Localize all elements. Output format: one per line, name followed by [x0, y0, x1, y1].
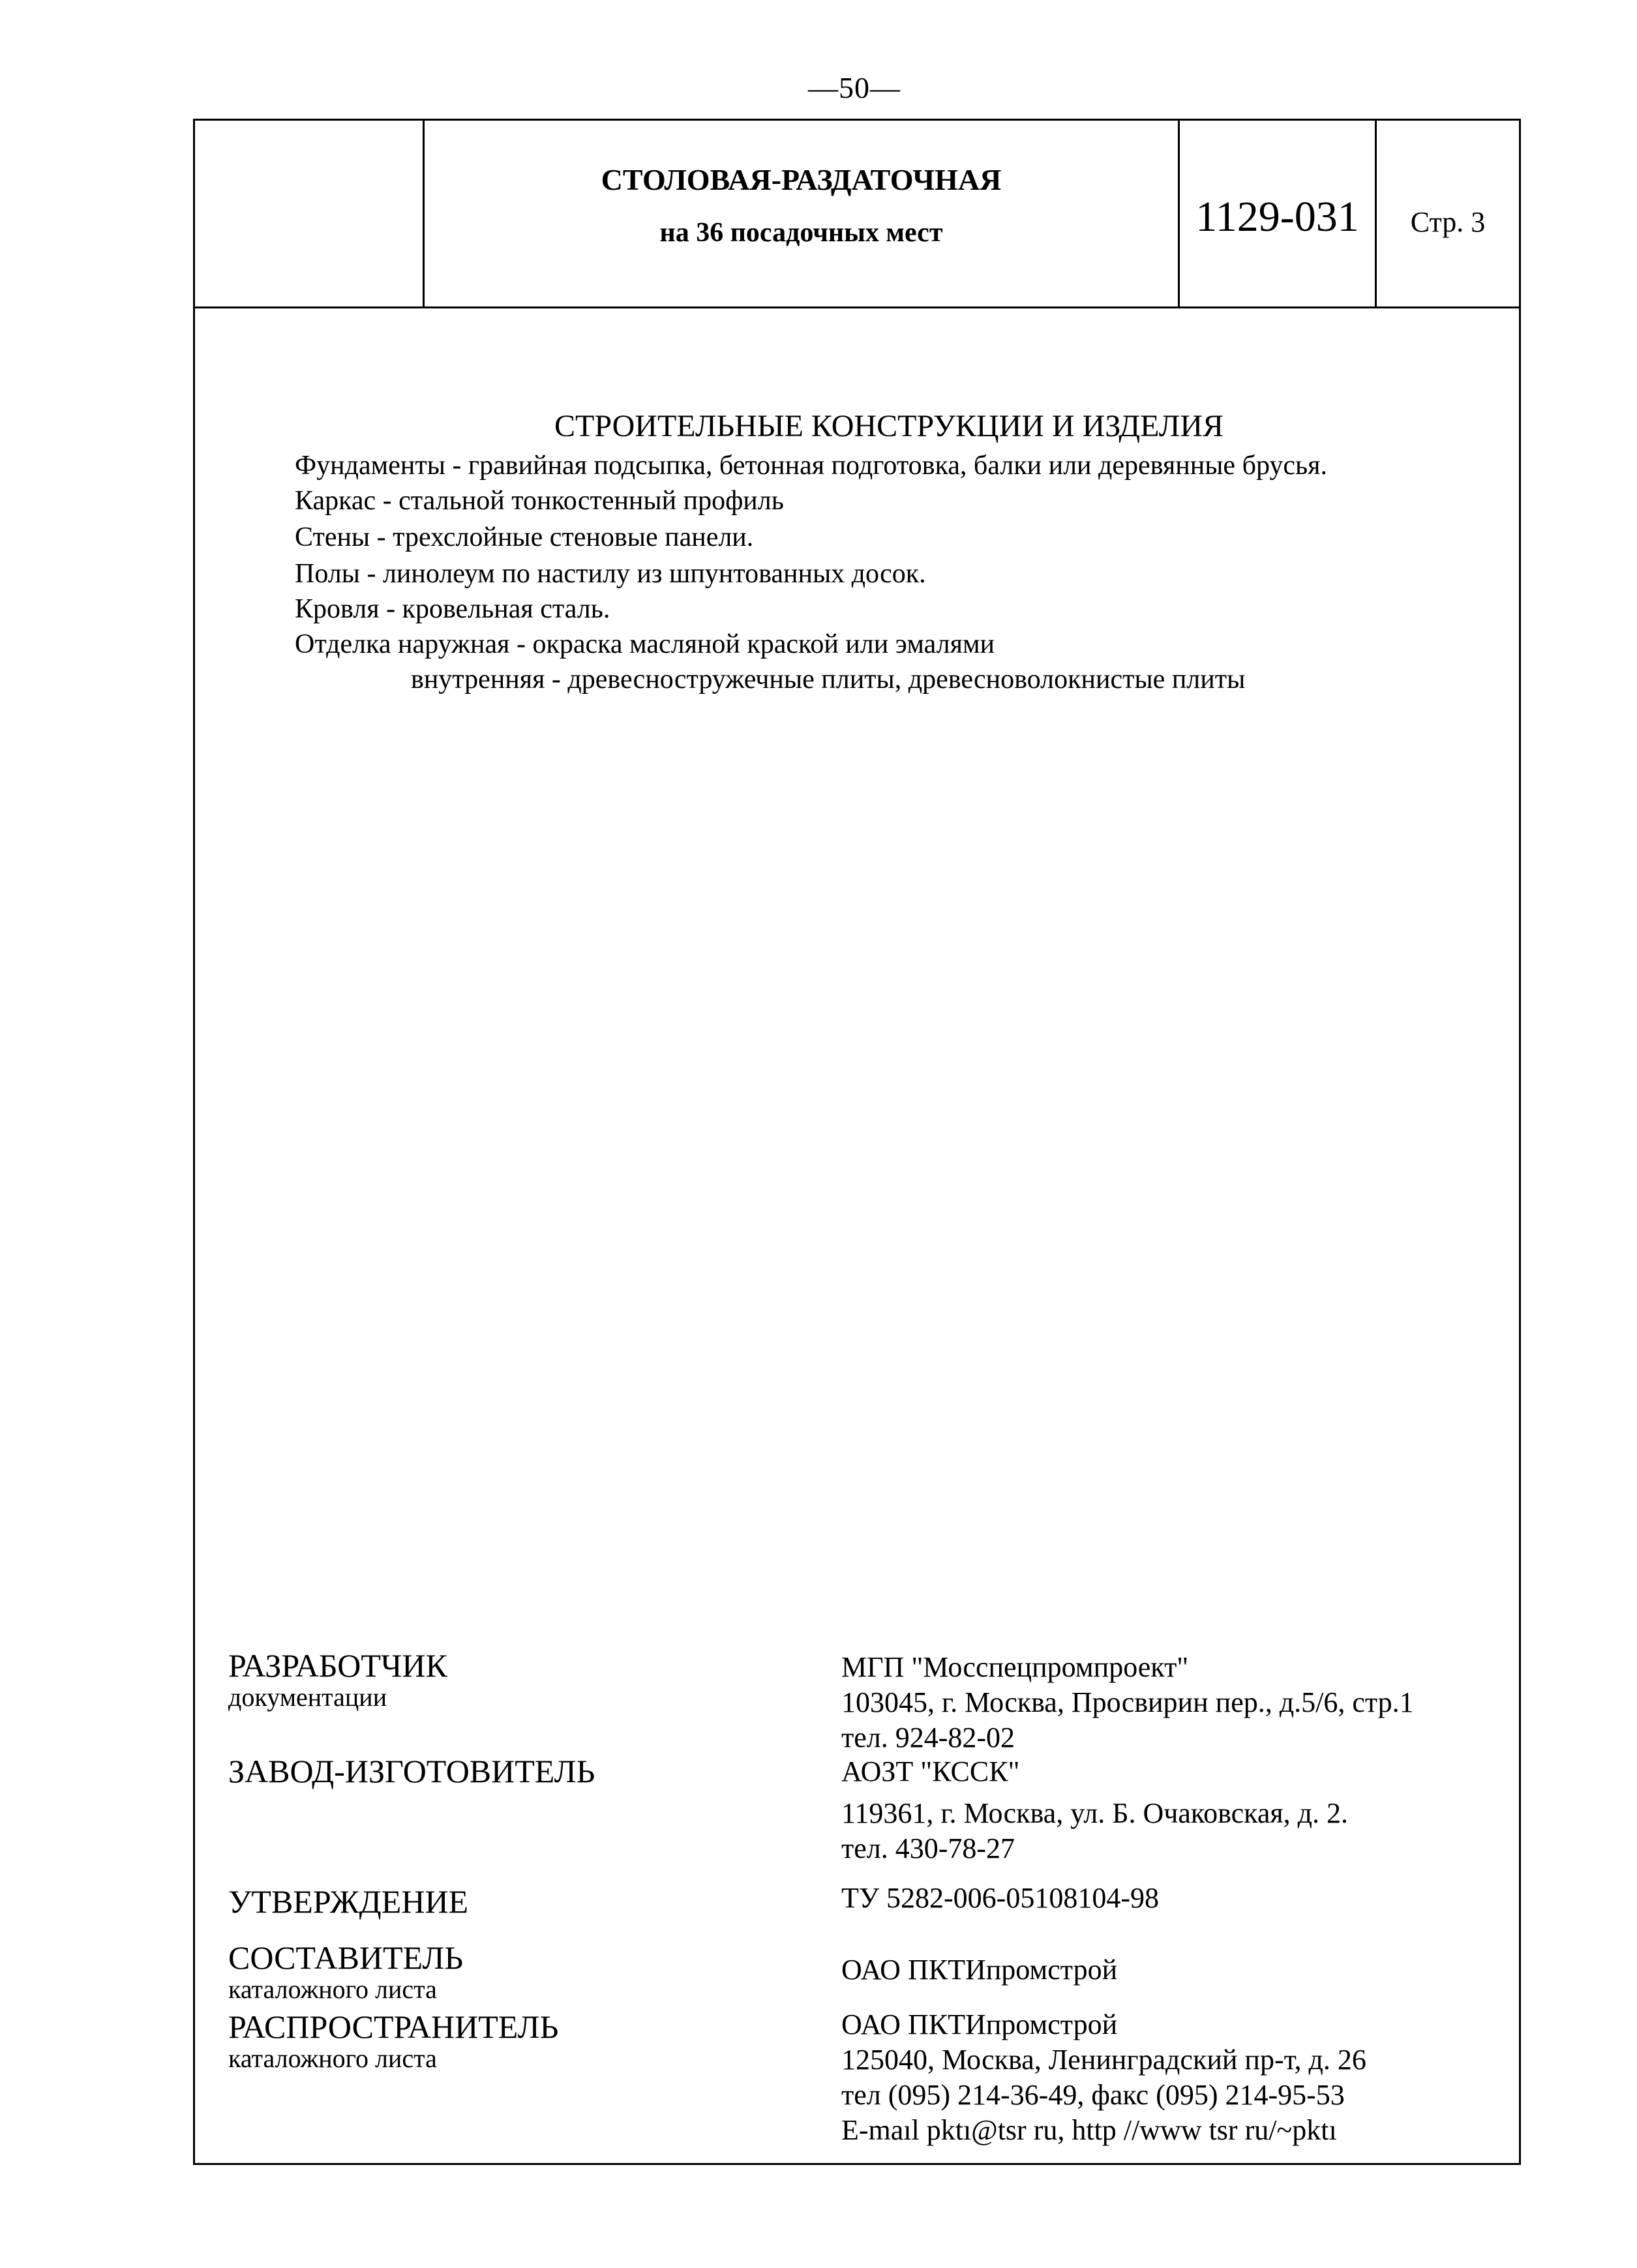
developer-label-text: РАЗРАБОТЧИК: [228, 1647, 447, 1684]
spec-line-foundations: Фундаменты - гравийная подсыпка, бетонная подготовка, балки или деревянные брусья.: [295, 451, 1327, 481]
developer-address: 103045, г. Москва, Просвирин пер., д.5/6, стр.1: [841, 1686, 1414, 1718]
distributor-address: 125040, Москва, Ленинградский пр-т, д. 26: [841, 2044, 1366, 2076]
distributor-name: ОАО ПКТИпромстрой: [841, 2008, 1118, 2040]
title-block-sheet-cell: [1377, 121, 1519, 306]
distributor-label-text: РАСПРОСТРАНИТЕЛЬ: [228, 2008, 559, 2045]
section-heading: СТРОИТЕЛЬНЫЕ КОНСТРУКЦИИ И ИЗДЕЛИЯ: [554, 409, 1224, 443]
spec-line-floors: Полы - линолеум по настилу из шпунтованных досок.: [295, 559, 926, 589]
title-block-blank-cell: [195, 121, 425, 306]
spec-line-walls: Стены - трехслойные стеновые панели.: [295, 522, 754, 552]
document-title: СТОЛОВАЯ-РАЗДАТОЧНАЯ: [601, 163, 1002, 196]
spec-line-interior-finish: внутренняя - древесностружечные плиты, древесноволокнистые плиты: [411, 664, 1246, 694]
spec-line-roof: Кровля - кровельная сталь.: [295, 594, 610, 624]
compiler-label-text: СОСТАВИТЕЛЬ: [228, 1939, 464, 1976]
spec-line-exterior-finish: Отделка наружная - окраска масляной краской или эмалями: [295, 629, 995, 659]
spec-line-frame: Каркас - стальной тонкостенный профиль: [295, 486, 784, 516]
developer-name: МГП "Мосспецпромпроект": [841, 1651, 1189, 1683]
compiler-info: [841, 1952, 1117, 1988]
title-block: [195, 121, 1519, 308]
page-number: —50—: [808, 71, 901, 104]
developer-sublabel: документации: [228, 1682, 387, 1712]
manufacturer-name: АОЗТ "КССК": [841, 1755, 1020, 1787]
sheet-number: Стр. 3: [1410, 206, 1486, 238]
manufacturer-phone: тел. 430-78-27: [841, 1832, 1015, 1864]
distributor-sublabel: каталожного листа: [228, 2044, 437, 2073]
compiler-sublabel: каталожного листа: [228, 1975, 437, 2004]
developer-phone: тел. 924-82-02: [841, 1722, 1015, 1753]
manufacturer-address: 119361, г. Москва, ул. Б. Очаковская, д. 2.: [841, 1797, 1348, 1829]
approval-info: [841, 1881, 1159, 1916]
title-block-code-cell: [1180, 121, 1377, 306]
distributor-email-web: E-maıl pktı@tsr ru, http //www tsr ru/~pktı: [841, 2114, 1337, 2146]
distributor-phone-fax: тел (095) 214-36-49, факс (095) 214-95-53: [841, 2079, 1345, 2111]
developer-info: [841, 1650, 1414, 1755]
manufacturer-label-text: ЗАВОД-ИЗГОТОВИТЕЛЬ: [228, 1753, 595, 1789]
title-block-title-cell: [425, 121, 1180, 306]
compiler-label: [228, 1939, 463, 2003]
manufacturer-info: [841, 1754, 1348, 1866]
distributor-label: [228, 2008, 558, 2072]
approval-label: [228, 1883, 468, 1920]
approval-spec: ТУ 5282-006-05108104-98: [841, 1882, 1159, 1914]
manufacturer-label: [228, 1753, 595, 1789]
document-subtitle: на 36 посадочных мест: [659, 218, 943, 248]
document-code: 1129-031: [1195, 193, 1359, 241]
approval-label-text: УТВЕРЖДЕНИЕ: [228, 1883, 469, 1920]
developer-label: [228, 1647, 447, 1711]
distributor-info: [841, 2007, 1366, 2148]
compiler-name: ОАО ПКТИпромстрой: [841, 1954, 1118, 1986]
